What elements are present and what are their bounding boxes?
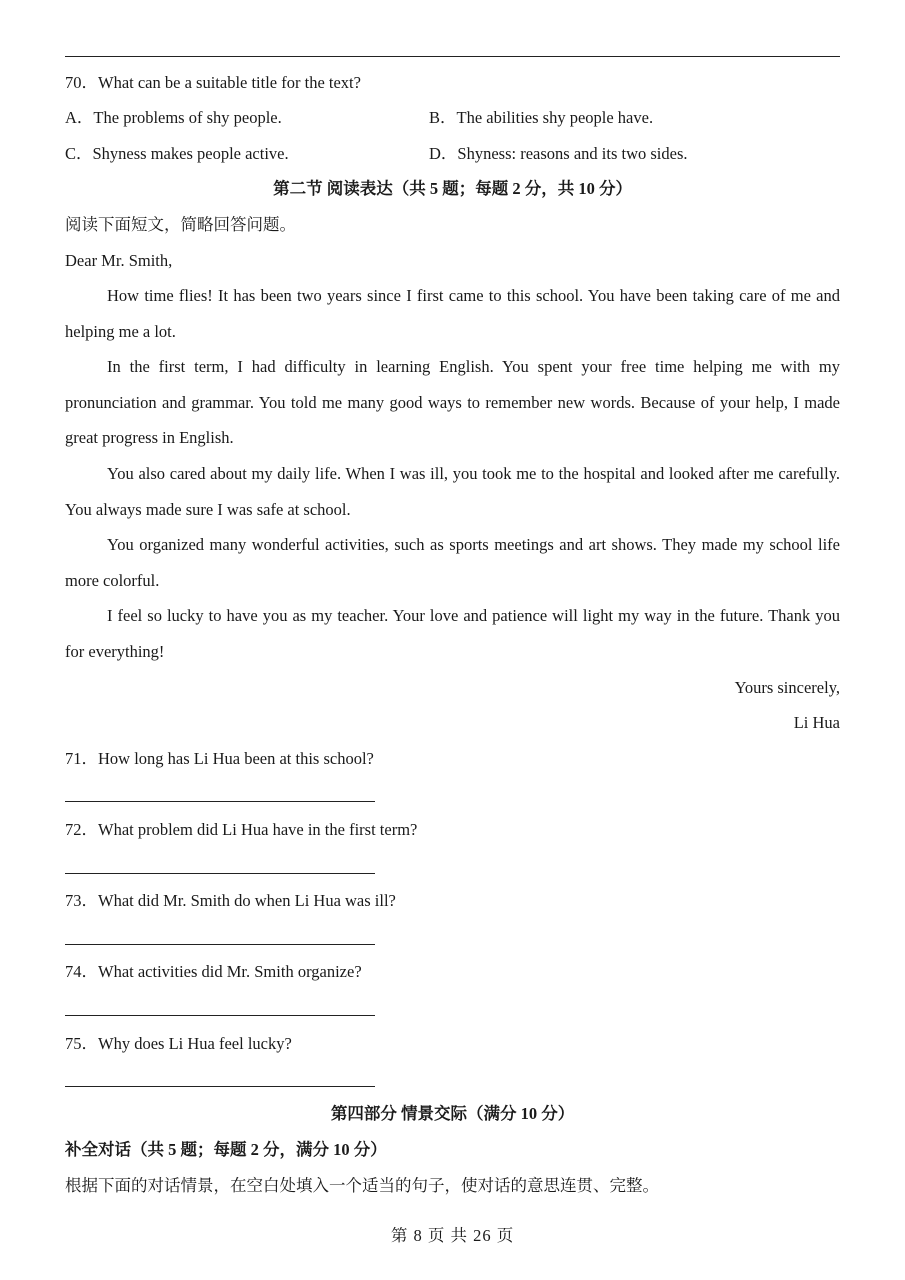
letter-paragraph: In the first term, I had difficulty in learning English. You spent your free time helping me with my pronunciation and grammar. You told me many good ways to remember new words. Because of your help, I made great progress in English. (65, 357, 840, 448)
letter-paragraph: I feel so lucky to have you as my teacher. Your love and patience will light my way in the future. Thank you for everything! (65, 606, 840, 661)
letter-paragraph: You also cared about my daily life. When I was ill, you took me to the hospital and looked after me carefully. You always made sure I was safe at school. (65, 464, 840, 519)
option-d: D．Shyness: reasons and its two sides. (429, 144, 688, 163)
question-71: 71．How long has Li Hua been at this school? (65, 749, 374, 768)
part4-title: 第四部分 情景交际（满分 10 分） (330, 1104, 575, 1123)
letter-signature: Li Hua (793, 713, 840, 732)
question-73: 73．What did Mr. Smith do when Li Hua was ill? (65, 891, 396, 910)
part4-instruction: 根据下面的对话情景，在空白处填入一个适当的句子，使对话的意思连贯、完整。 (65, 1176, 659, 1195)
question-75: 75．Why does Li Hua feel lucky? (65, 1034, 292, 1053)
answer-line-71[interactable] (65, 801, 375, 802)
top-rule (65, 56, 840, 57)
answer-line-72[interactable] (65, 873, 375, 874)
question-72: 72．What problem did Li Hua have in the first term? (65, 820, 418, 839)
answer-line-74[interactable] (65, 1015, 375, 1016)
option-c: C．Shyness makes people active. (65, 144, 289, 163)
page-footer: 第 8 页 共 26 页 (390, 1226, 515, 1245)
part4-subtitle: 补全对话（共 5 题；每题 2 分，满分 10 分） (65, 1140, 387, 1159)
answer-line-75[interactable] (65, 1086, 375, 1087)
letter-paragraph: You organized many wonderful activities, such as sports meetings and art shows. They made my school life more colorful. (65, 535, 840, 590)
letter-paragraph: How time flies! It has been two years since I first came to this school. You have been taking care of me and helping me a lot. (65, 286, 840, 341)
question-74: 74．What activities did Mr. Smith organize? (65, 962, 362, 981)
letter-salutation: Dear Mr. Smith, (65, 251, 173, 270)
answer-line-73[interactable] (65, 944, 375, 945)
question-70: 70．What can be a suitable title for the text? (65, 73, 361, 92)
section-instruction: 阅读下面短文，简略回答问题。 (65, 215, 296, 234)
option-b: B．The abilities shy people have. (429, 108, 654, 127)
option-a: A．The problems of shy people. (65, 108, 282, 127)
letter-closing: Yours sincerely, (734, 678, 840, 697)
section-title: 第二节 阅读表达（共 5 题；每题 2 分，共 10 分） (273, 179, 632, 198)
